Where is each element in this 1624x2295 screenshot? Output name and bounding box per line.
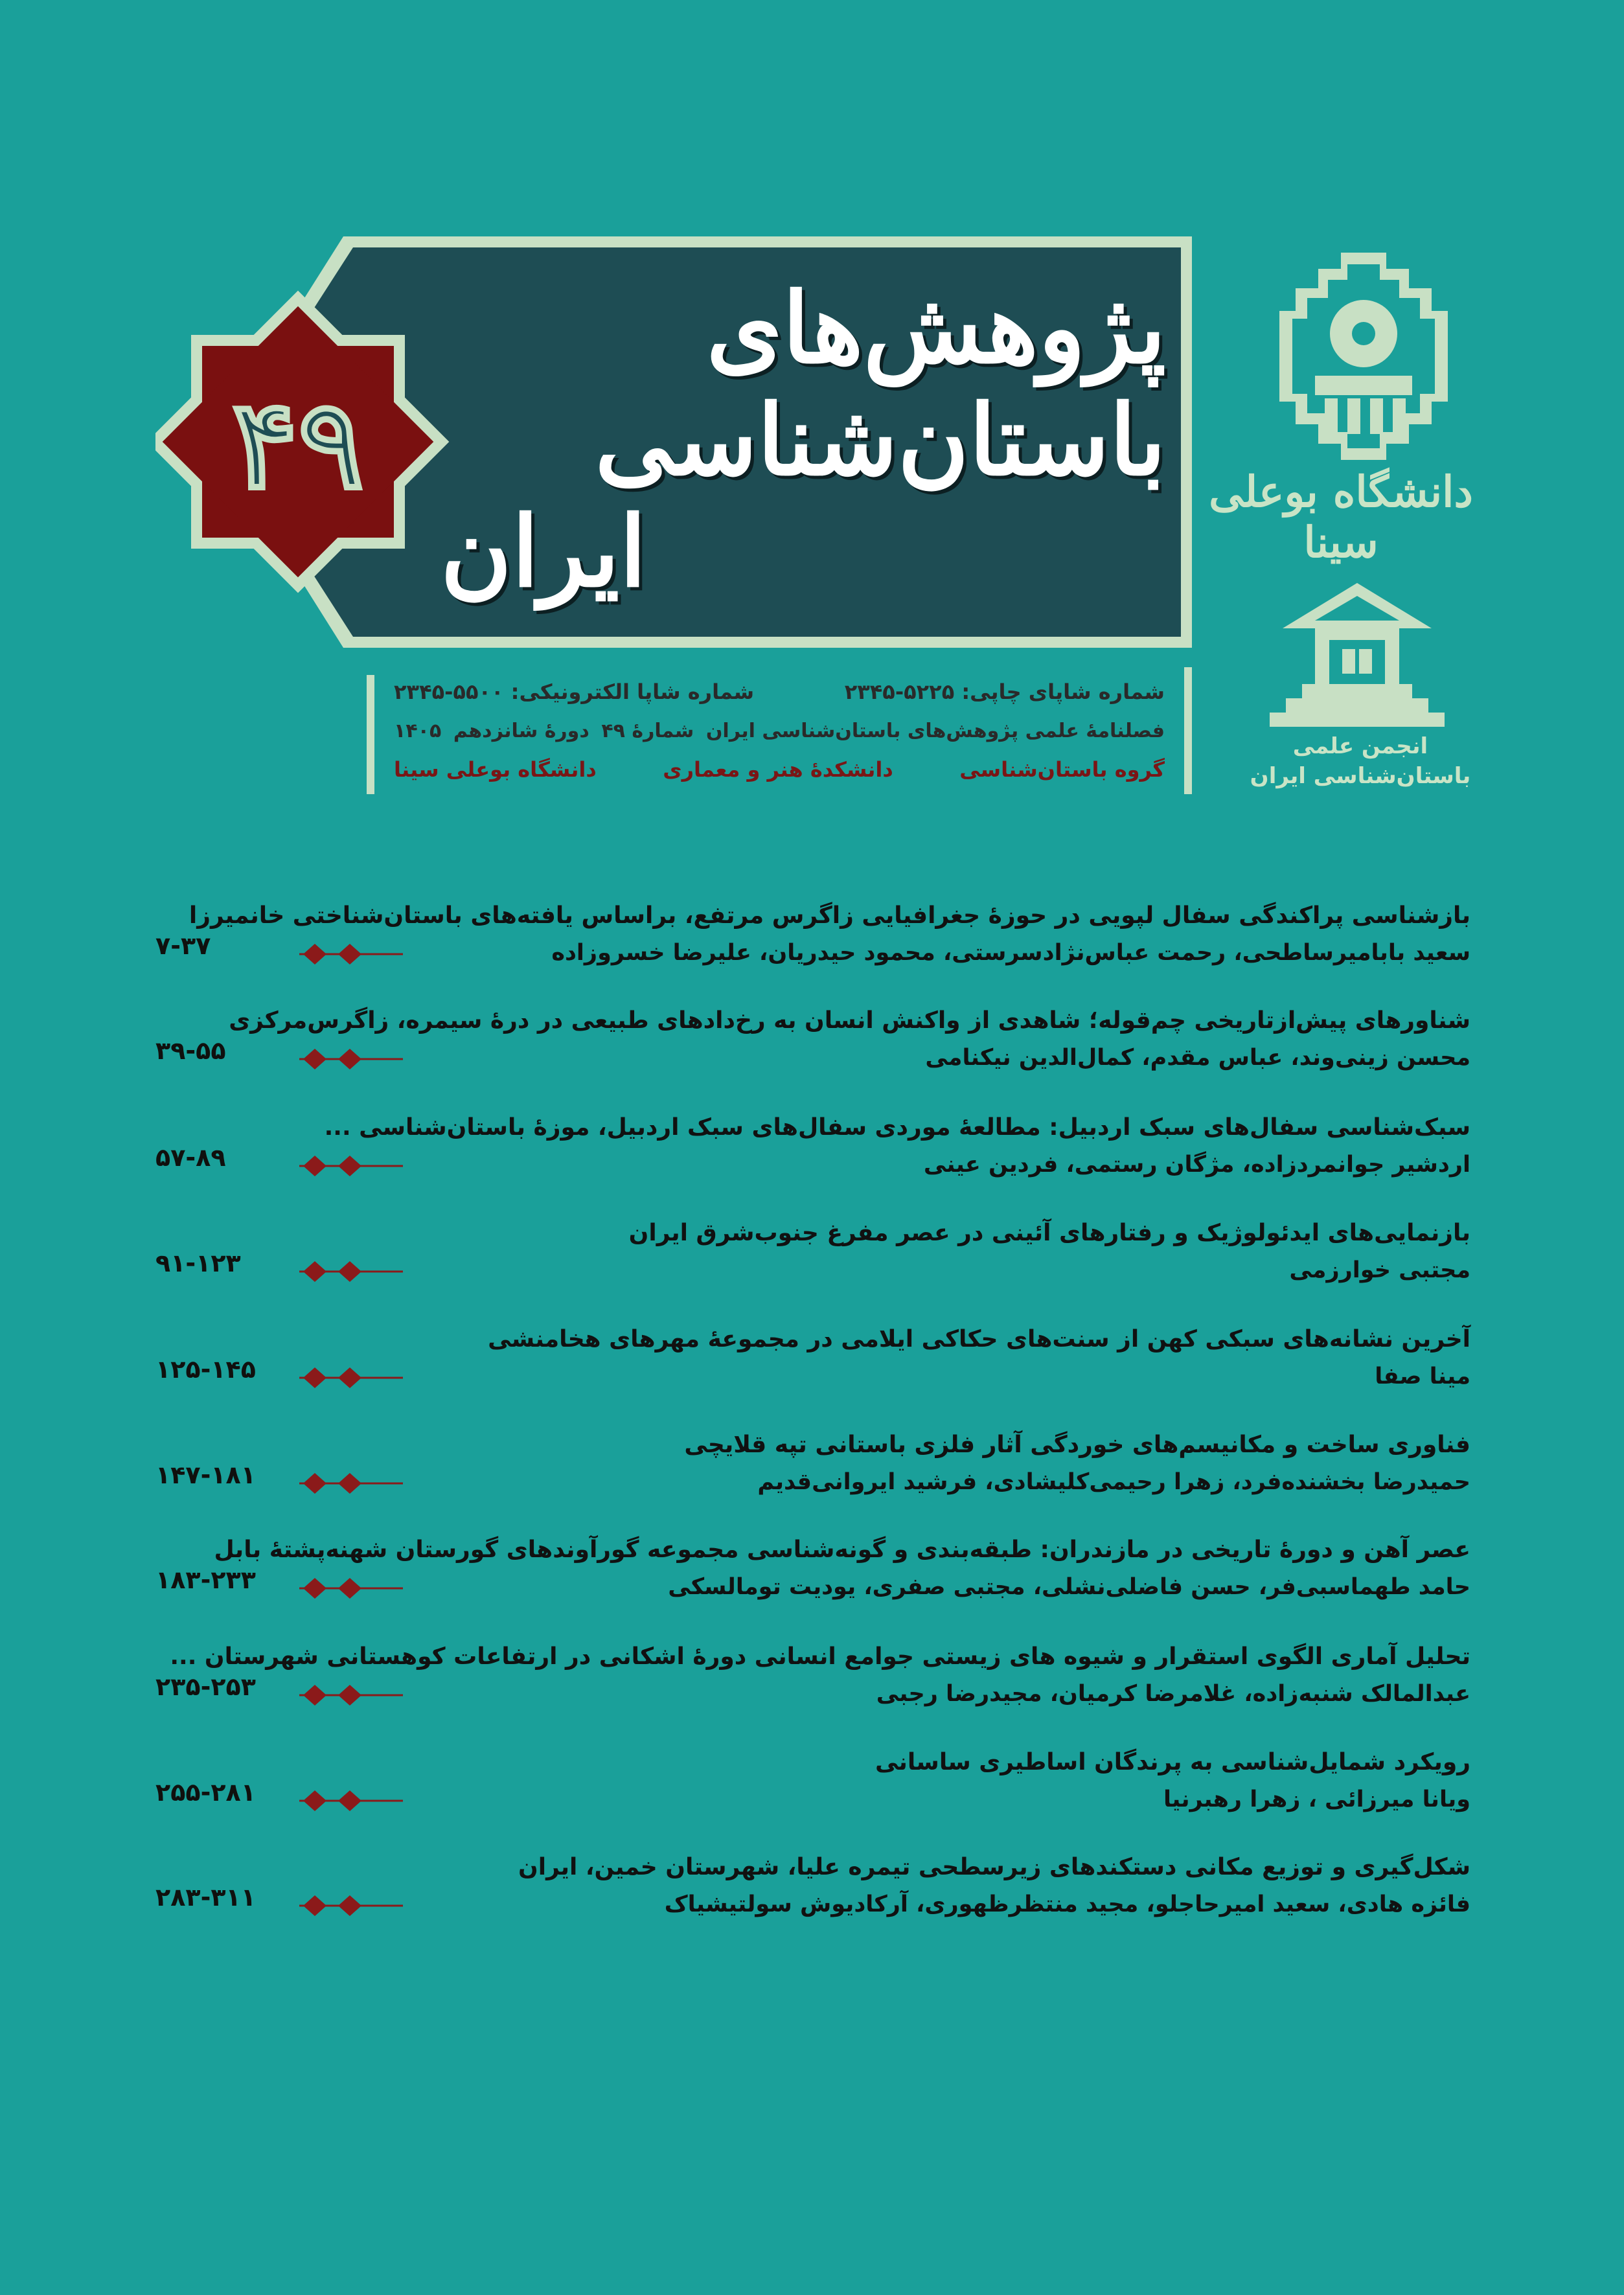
toc-item	[155, 1007, 1470, 1091]
toc-item	[155, 1749, 1470, 1833]
year-label: ۱۴۰۵	[394, 719, 442, 742]
affiliation-row	[368, 753, 1191, 786]
article-title: شکل‌گیری و توزیع مکانی دستکندهای زیرسطحی تیمره علیا، شهرستان خمین، ایران	[518, 1854, 1470, 1880]
print-issn: شماره شاپای چاپی: ۵۲۲۵-۲۳۴۵	[844, 679, 1165, 704]
toc-item	[155, 1854, 1470, 1938]
issue-row	[368, 714, 1191, 748]
toc-item	[155, 1114, 1470, 1198]
toc-item	[155, 1643, 1470, 1728]
diamond-ornament-icon	[299, 1682, 403, 1708]
article-authors: فائزه هادی، سعید امیرحاجلو، مجید منتظرظهوری، آرکادیوش سولتیشیاک	[664, 1891, 1470, 1917]
article-title: تحلیل آماری الگوی استقرار و شیوه های زیستی جوامع انسانی دورۀ اشکانی در ارتفاعات کوهستانی شهرستان ...	[170, 1643, 1470, 1670]
journal-title-line2: ایران	[440, 495, 647, 610]
diamond-ornament-icon	[299, 1259, 403, 1285]
article-pages: ۲۳۵-۲۵۳	[155, 1673, 256, 1701]
diamond-ornament-icon	[299, 1893, 403, 1919]
toc-item	[155, 1432, 1470, 1516]
journal-title	[440, 271, 1166, 610]
article-authors: حمیدرضا بخشنده‌فرد، زهرا رحیمی‌کلیشادی، فرشید ایروانی‌قدیم	[757, 1469, 1470, 1495]
article-pages: ۱۴۷-۱۸۱	[155, 1461, 256, 1489]
article-pages: ۵۷-۸۹	[155, 1143, 226, 1172]
article-pages: ۳۹-۵۵	[155, 1036, 226, 1065]
department-label: گروه باستان‌شناسی	[959, 757, 1165, 782]
archaeology-society-logo	[1270, 583, 1445, 732]
article-pages: ۱۸۳-۲۳۳	[155, 1566, 256, 1594]
article-pages: ۷-۳۷	[155, 931, 211, 960]
article-pages: ۲۵۵-۲۸۱	[155, 1778, 256, 1807]
society-name	[1231, 732, 1490, 792]
journal-info	[368, 675, 1191, 793]
faculty-label: دانشکدۀ هنر و معماری	[663, 757, 893, 782]
diamond-ornament-icon	[299, 1788, 403, 1814]
article-authors: سعید بابامیرساطحی، رحمت عباس‌نژادسرستی، محمود حیدریان، علیرضا خسروزاده	[551, 940, 1470, 966]
society-line1: انجمن علمی	[1292, 733, 1428, 759]
article-authors: مینا صفا	[1375, 1364, 1470, 1389]
article-title: سبک‌شناسی سفال‌های سبک اردبیل: مطالعۀ موردی سفال‌های سبک اردبیل، موزۀ باستان‌شناسی ...	[324, 1114, 1470, 1141]
toc-item	[155, 1220, 1470, 1304]
issue-label: شمارۀ ۴۹	[601, 719, 694, 742]
bu-ali-sina-university-logo	[1270, 246, 1458, 466]
article-title: آخرین نشانه‌های سبکی کهن از سنت‌های حکاکی ایلامی در مجموعۀ مهرهای هخامنشی	[488, 1326, 1470, 1353]
society-line2: باستان‌شناسی ایران	[1250, 762, 1471, 789]
article-title: بازشناسی پراکندگی سفال لپویی در حوزۀ جغرافیایی زاگرس مرتفع، براساس یافته‌های باستان‌شناختی خانمیرزا	[189, 902, 1470, 929]
article-title: شناورهای پیش‌ازتاریخی چم‌قوله؛ شاهدی از واکنش انسان به رخ‌دادهای طبیعی در درۀ سیمره، زاگرس‌مرکزی	[229, 1007, 1470, 1034]
online-issn: شماره شاپا الکترونیکی: ۵۵۰۰-۲۳۴۵	[394, 679, 755, 704]
journal-title-line1: پژوهش‌های باستان‌شناسی	[595, 271, 1166, 497]
article-pages: ۲۸۳-۳۱۱	[155, 1883, 256, 1912]
quarterly-name: فصلنامۀ علمی پژوهش‌های باستان‌شناسی ایران	[705, 719, 1165, 742]
issue-number: ۴۹	[231, 371, 365, 516]
university-label: دانشگاه بوعلی سینا	[394, 757, 597, 782]
diamond-ornament-icon	[299, 1153, 403, 1179]
diamond-ornament-icon	[299, 1470, 403, 1496]
article-title: بازنمایی‌های ایدئولوژیک و رفتارهای آئینی در عصر مفرغ جنوب‌شرق ایران	[628, 1220, 1470, 1246]
university-name: دانشگاه بوعلی سینا	[1209, 466, 1473, 567]
article-authors: ویانا میرزائی ، زهرا رهبرنیا	[1163, 1787, 1470, 1812]
volume-label: دورۀ شانزدهم	[453, 719, 589, 742]
toc-item	[155, 1536, 1470, 1621]
diamond-ornament-icon	[299, 1046, 403, 1072]
article-authors: حامد طهماسبی‌فر، حسن فاضلی‌نشلی، مجتبی صفری، یودیت تومالسکی	[668, 1574, 1470, 1600]
article-title: عصر آهن و دورۀ تاریخی در مازندران: طبقه‌بندی و گونه‌شناسی مجموعه گورآوندهای گورستان شهنه‌پشتۀ بابل	[214, 1536, 1470, 1563]
article-title: فناوری ساخت و مکانیسم‌های خوردگی آثار فلزی باستانی تپه قلایچی	[684, 1432, 1470, 1458]
article-authors: محسن زینی‌وند، عباس مقدم، کمال‌الدین نیکنامی	[925, 1045, 1470, 1071]
toc-item	[155, 1326, 1470, 1410]
article-pages: ۹۱-۱۲۳	[155, 1249, 241, 1277]
diamond-ornament-icon	[299, 941, 403, 967]
issn-row	[368, 675, 1191, 709]
article-pages: ۱۲۵-۱۴۵	[155, 1355, 256, 1384]
article-authors: اردشیر جوانمردزاده، مژگان رستمی، فردین عینی	[923, 1152, 1470, 1178]
diamond-ornament-icon	[299, 1365, 403, 1391]
diamond-ornament-icon	[299, 1575, 403, 1601]
article-authors: مجتبی خوارزمی	[1289, 1257, 1470, 1283]
article-title: رویکرد شمایل‌شناسی به پرندگان اساطیری ساسانی	[875, 1749, 1470, 1775]
article-authors: عبدالمالک شنبه‌زاده، غلامرضا کرمیان، مجیدرضا رجبی	[876, 1681, 1470, 1707]
toc-item	[155, 902, 1470, 987]
